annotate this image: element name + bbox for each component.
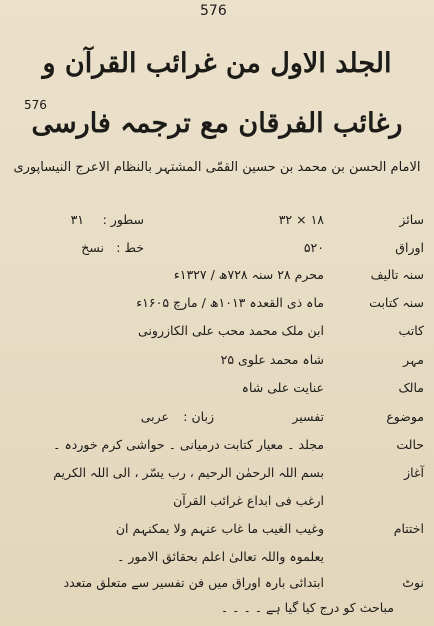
copied-label: سنہ کتابت bbox=[369, 295, 424, 310]
scribe-value: ابن ملک محمد محب علی الکازرونی bbox=[138, 323, 324, 338]
owner-value: عنایت علی شاہ bbox=[241, 380, 324, 395]
composed-label: سنہ تالیف bbox=[370, 267, 424, 282]
explicit-label: اختتام bbox=[393, 521, 424, 536]
language-label: زبان : bbox=[183, 409, 214, 424]
copied-value: ماہ ذی القعدہ ۱۰۱۳ھ / مارچ ۱۶۰۵ء bbox=[136, 295, 324, 310]
note-line-1: ابتدائی بارہ اوراق میں فن تفسیر سے متعلق متعدد bbox=[63, 575, 324, 590]
seal-label: مہر bbox=[403, 352, 424, 367]
folios-label: اوراق bbox=[395, 240, 424, 255]
page-number-side: 576 bbox=[24, 98, 47, 112]
owner-label: مالک bbox=[398, 380, 424, 395]
size-value: ۱۸ × ۳۲ bbox=[278, 212, 324, 227]
condition-label: حالت bbox=[396, 437, 424, 452]
lines-value: ۳۱ bbox=[70, 212, 84, 227]
title-line-1: الجلد الاول من غرائب القرآن و bbox=[42, 48, 392, 79]
script-label: خط : bbox=[116, 240, 144, 255]
language-value: عربی bbox=[140, 409, 169, 424]
title-line-2: رغائب الفرقان مع ترجمہ فارسی bbox=[31, 108, 403, 139]
subject-label: موضوع bbox=[386, 409, 424, 424]
seal-value: شاہ محمد علوی ۲۵ bbox=[220, 352, 324, 367]
scribe-label: کاتب bbox=[398, 323, 424, 338]
incipit-line-2: ارغب فی ابداع غرائب القرآن bbox=[173, 493, 324, 508]
explicit-line-2: یعلموہ واللہ تعالیٰ اعلم بحقائق الامور ۔ bbox=[117, 549, 324, 564]
note-line-2: مباحث کو درج کیا گیا ہے ۔ ۔ ۔ ۔ bbox=[220, 600, 394, 615]
composed-value: محرم ۲۸ سنہ ۷۲۸ھ / ۱۳۲۷ء bbox=[173, 267, 324, 282]
condition-value: مجلد ۔ معیار کتابت درمیانی ۔ حواشی کرم خوردہ ۔ bbox=[53, 437, 324, 452]
subject-value: تفسیر bbox=[292, 409, 324, 424]
note-label: نوٹ bbox=[402, 575, 424, 590]
incipit-label: آغاز bbox=[404, 465, 424, 480]
lines-label: سطور : bbox=[102, 212, 144, 227]
size-label: سائز bbox=[399, 212, 424, 227]
folios-value: ۵۲۰ bbox=[303, 240, 324, 255]
page-number: 576 bbox=[200, 3, 227, 19]
script-value: نسخ bbox=[81, 240, 104, 255]
incipit-line-1: بسم اللہ الرحمٰن الرحیم ، رب یسّر ، الی اللہ الکریم bbox=[53, 465, 324, 480]
author-line: الامام الحسن بن محمد بن حسین القمّی المشتہر بالنظام الاعرج النیساپوری bbox=[13, 160, 421, 175]
explicit-line-1: وغیب الغیب ما غاب عنہم ولا یمکنہم ان bbox=[115, 521, 324, 536]
